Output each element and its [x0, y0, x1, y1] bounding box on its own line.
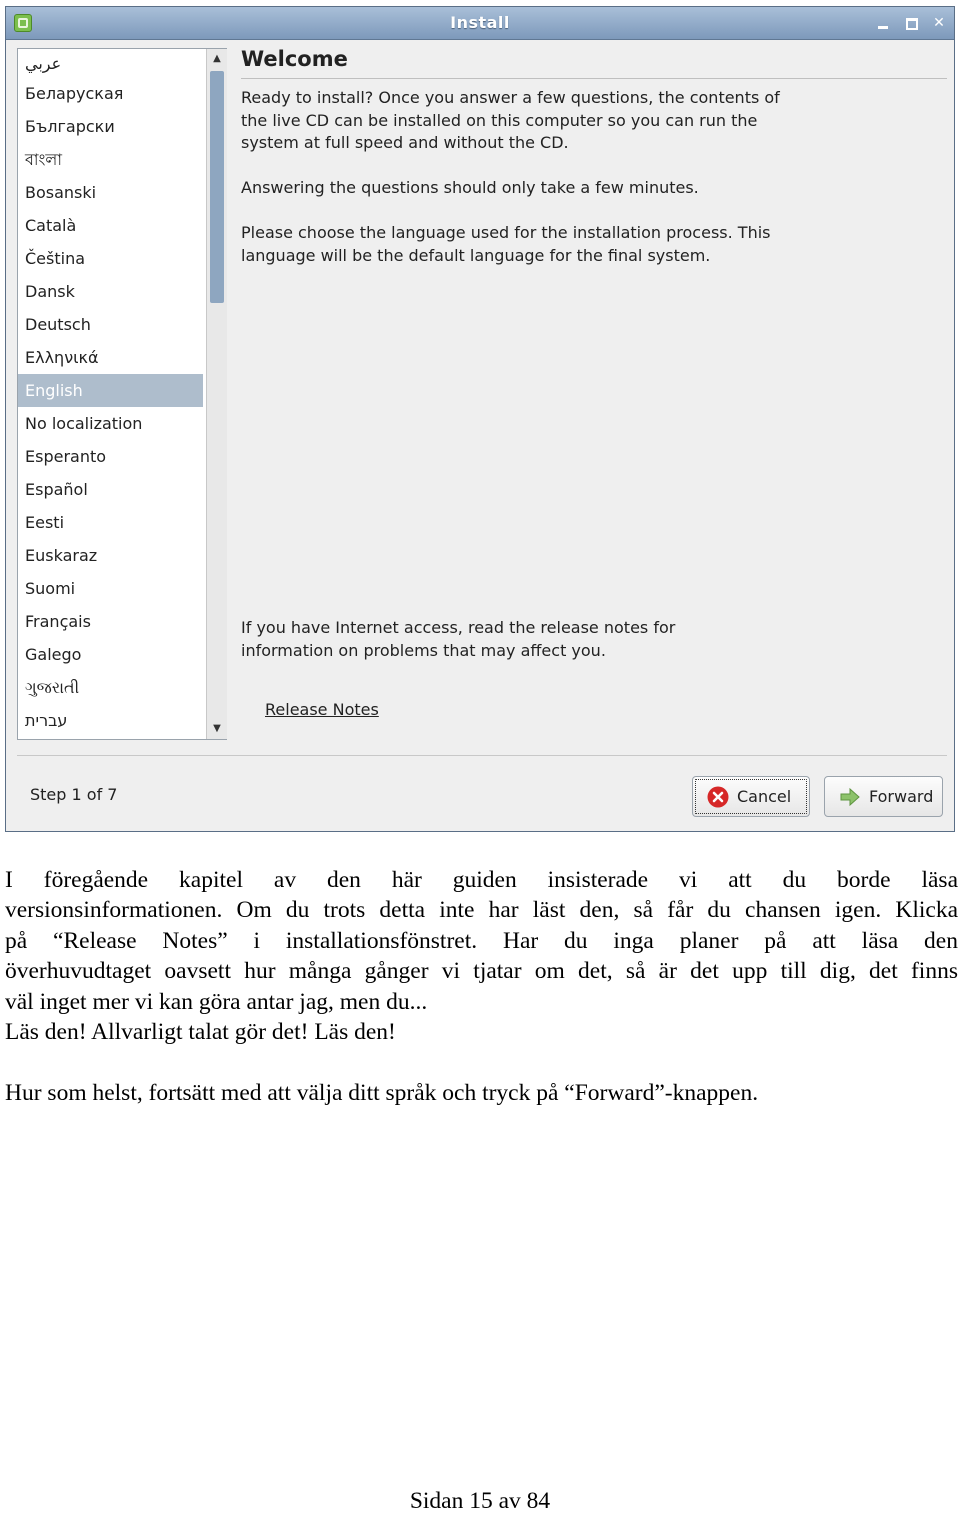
language-item[interactable]: বাংলা: [25, 150, 62, 169]
document-line: överhuvudtaget oavsett hur många gånger vi tjatar om det, så är det upp till dig, det finns: [5, 958, 958, 985]
scrollbar-thumb[interactable]: [210, 71, 224, 303]
language-item[interactable]: Français: [25, 612, 91, 631]
release-notes-paragraph: If you have Internet access, read the release notes for information on problems that may affect you.: [241, 618, 676, 660]
document-line: på “Release Notes” i installationsfönstret. Har du inga planer på att läsa den: [5, 927, 958, 954]
close-circle-icon: [707, 786, 729, 808]
document-line: väl inget mer vi kan göra antar jag, men du...: [5, 988, 428, 1015]
intro-paragraph: Ready to install? Once you answer a few questions, the contents of the live CD can be installed on this computer so you can run the system at full speed and without the CD.: [241, 88, 780, 152]
duration-paragraph: Answering the questions should only take a few minutes.: [241, 178, 699, 197]
language-item[interactable]: Български: [25, 117, 115, 136]
document-line: versionsinformationen. Om du trots detta inte har läst den, så får du chansen igen. Klicka: [5, 897, 958, 924]
language-item[interactable]: Čeština: [25, 249, 86, 268]
language-instruction-paragraph: Please choose the language used for the installation process. This language will be the default language for the final system.: [241, 223, 771, 265]
language-item[interactable]: עברית: [25, 711, 68, 730]
language-item[interactable]: Esperanto: [25, 447, 107, 466]
language-item[interactable]: Bosanski: [25, 183, 97, 202]
page-heading: Welcome: [241, 47, 348, 71]
language-list-scrollbar[interactable]: [206, 49, 227, 739]
language-item[interactable]: Eesti: [25, 513, 65, 532]
language-item[interactable]: Galego: [25, 645, 82, 664]
window-title: Install: [450, 13, 510, 32]
language-list[interactable]: [18, 49, 203, 737]
language-item[interactable]: Беларуская: [25, 84, 124, 103]
language-item[interactable]: No localization: [25, 414, 143, 433]
heading-divider: [241, 78, 947, 79]
minimize-icon[interactable]: [874, 14, 892, 32]
cancel-button-label: Cancel: [737, 787, 792, 806]
language-item[interactable]: Español: [25, 480, 88, 499]
language-item[interactable]: Deutsch: [25, 315, 91, 334]
language-item[interactable]: عربي: [25, 54, 62, 73]
scroll-down-icon[interactable]: ▼: [213, 723, 221, 734]
forward-button-label: Forward: [869, 787, 934, 806]
forward-button[interactable]: [824, 776, 943, 817]
document-paragraph-2: Läs den! Allvarligt talat gör det! Läs den!: [5, 1019, 396, 1045]
maximize-icon[interactable]: [902, 14, 920, 32]
scroll-up-icon[interactable]: ▲: [213, 53, 221, 64]
language-item[interactable]: ગુજરાતી: [25, 678, 80, 697]
language-item[interactable]: Ελληνικά: [25, 348, 99, 367]
title-bar[interactable]: [6, 7, 954, 40]
document-paragraph-3: Hur som helst, fortsätt med att välja ditt språk och tryck på “Forward”-knappen.: [5, 1080, 759, 1106]
language-list-panel: [17, 48, 227, 740]
language-item[interactable]: Euskaraz: [25, 546, 98, 565]
language-item[interactable]: Català: [25, 216, 77, 235]
language-item[interactable]: Suomi: [25, 579, 76, 598]
language-item[interactable]: Dansk: [25, 282, 75, 301]
document-paragraph-1: [5, 865, 958, 1017]
footer-divider: [17, 755, 947, 756]
arrow-right-icon: [839, 786, 861, 808]
cancel-button[interactable]: [692, 776, 810, 817]
release-notes-link[interactable]: Release Notes: [265, 700, 379, 719]
install-window: [5, 6, 955, 832]
step-indicator: Step 1 of 7: [30, 785, 118, 804]
document-line: I föregående kapitel av den här guiden insisterade vi att du borde läsa: [5, 867, 958, 893]
language-item-selected[interactable]: English: [18, 374, 203, 407]
page-number: Sidan 15 av 84: [409, 1488, 551, 1514]
close-icon[interactable]: ✕: [933, 15, 945, 31]
